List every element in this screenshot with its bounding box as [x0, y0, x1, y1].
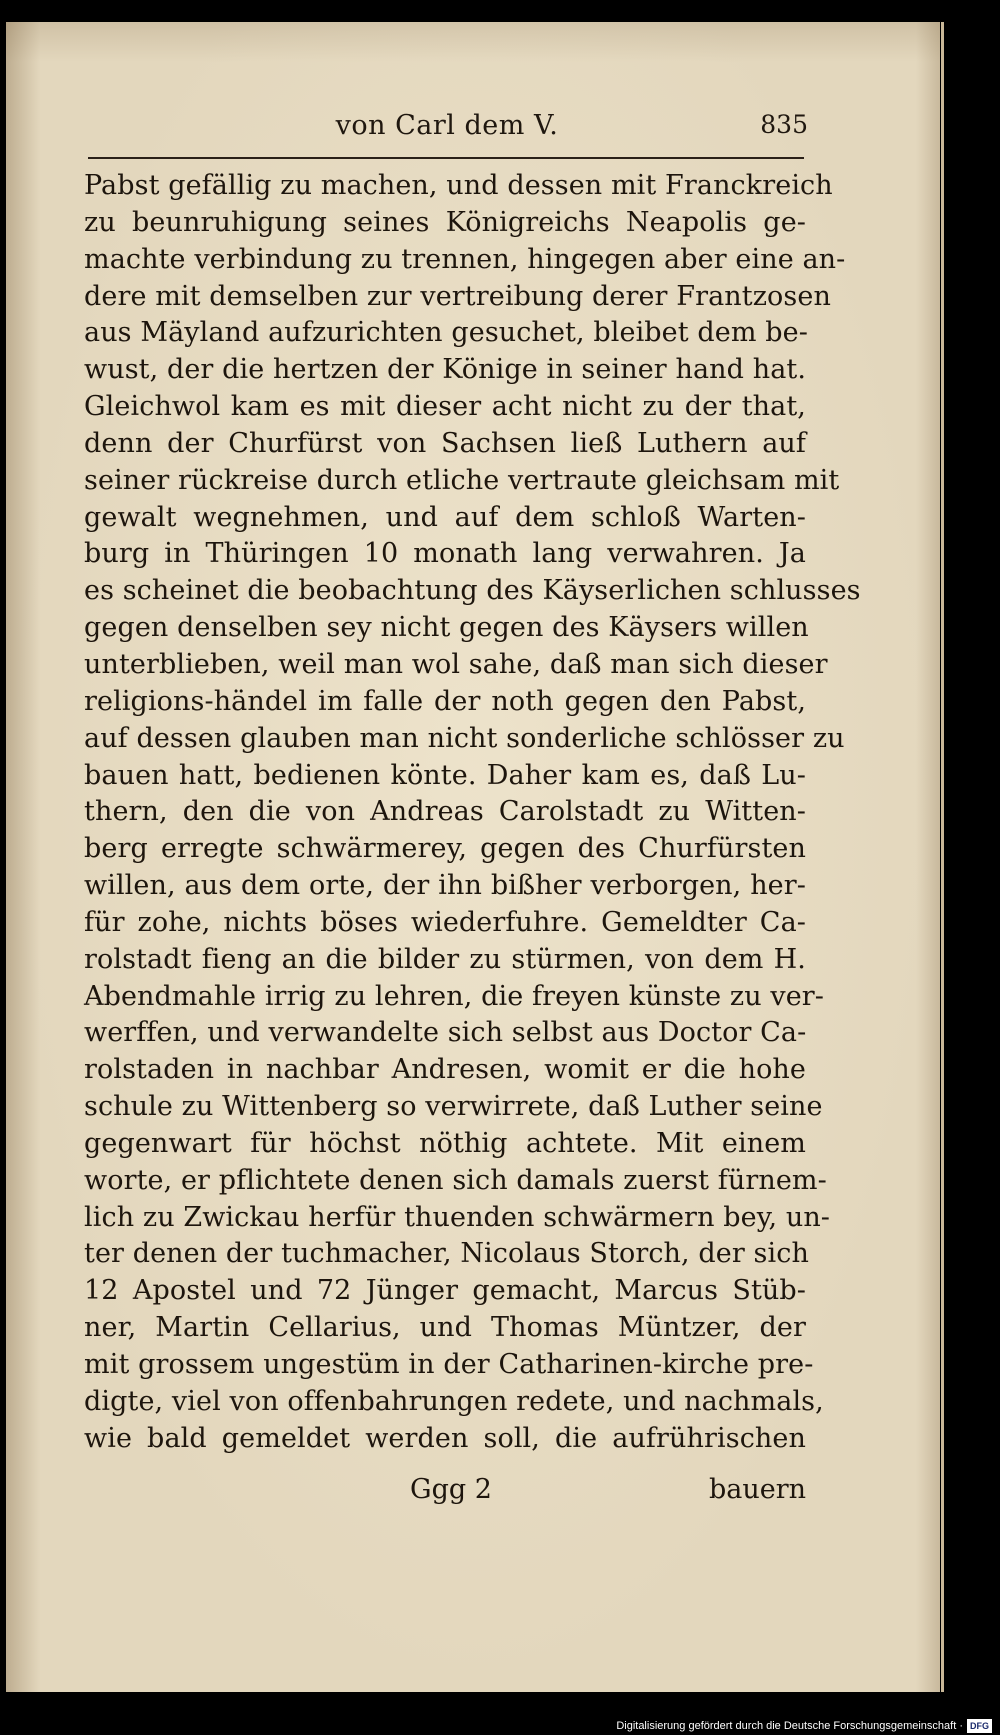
page-edge: [941, 22, 944, 1692]
text-line: denn der Churfürst von Sachsen ließ Luthern auf: [84, 427, 806, 459]
text-line: gegenwart für höchst nöthig achtete. Mit einem: [84, 1127, 806, 1159]
text-line: lich zu Zwickau herfür thuenden schwärmern bey, un-: [84, 1201, 831, 1233]
header-rule: [88, 157, 804, 159]
credit-text: Digitalisierung gefördert durch die Deutsche Forschungsgemeinschaft ·: [616, 1720, 963, 1732]
text-line: für zohe, nichts böses wiederfuhre. Gemeldter Ca-: [84, 906, 806, 938]
text-line: aus Mäyland aufzurichten gesuchet, bleibet dem be-: [84, 317, 808, 349]
signature-mark: Ggg 2: [410, 1474, 492, 1505]
page-footer: [84, 1474, 806, 1514]
catchword: bauern: [708, 1474, 806, 1505]
text-line: dere mit demselben zur vertreibung derer Frantzosen: [84, 280, 831, 312]
text-line: unterblieben, weil man wol sahe, daß man sich dieser: [84, 648, 828, 680]
text-line: ner, Martin Cellarius, und Thomas Müntzer, der: [84, 1312, 806, 1344]
text-line: willen, aus dem orte, der ihn bißher verborgen, her-: [84, 870, 806, 902]
text-line: worte, er pflichtete denen sich damals zuerst fürnem-: [84, 1164, 827, 1196]
page-number: 835: [760, 110, 808, 139]
text-line: rolstaden in nachbar Andresen, womit er die hohe: [84, 1054, 806, 1086]
text-line: seiner rückreise durch etliche vertraute gleichsam mit: [84, 464, 840, 496]
text-line: Pabst gefällig zu machen, und dessen mit Franckreich: [84, 170, 833, 201]
text-line: digte, viel von offenbahrungen redete, und nachmals,: [84, 1385, 824, 1417]
page-header: [86, 110, 808, 150]
dfg-logo: DFG: [967, 1719, 992, 1733]
text-line: burg in Thüringen 10 monath lang verwahren. Ja: [84, 538, 806, 570]
text-line: machte verbindung zu trennen, hingegen aber eine an-: [84, 243, 846, 275]
text-line: zu beunruhigung seines Königreichs Neapolis ge-: [84, 206, 806, 238]
text-line: wie bald gemeldet werden soll, die aufrührischen: [84, 1422, 806, 1454]
text-line: berg erregte schwärmerey, gegen des Churfürsten: [84, 833, 806, 865]
text-line: gewalt wegnehmen, und auf dem schloß Warten-: [84, 501, 806, 533]
text-line: Gleichwol kam es mit dieser acht nicht zu der that,: [84, 391, 806, 423]
text-line: es scheinet die beobachtung des Käyserlichen schlusses: [84, 575, 861, 607]
text-line: Abendmahle irrig zu lehren, die freyen künste zu ver-: [84, 980, 825, 1012]
text-line: gegen denselben sey nicht gegen des Käysers willen: [84, 612, 809, 644]
body-text: [84, 168, 861, 1458]
text-line: auf dessen glauben man nicht sonderliche schlösser zu: [84, 722, 845, 754]
text-line: wust, der die hertzen der Könige in seiner hand hat.: [84, 354, 807, 386]
text-line: schule zu Wittenberg so verwirrete, daß Luther seine: [84, 1091, 823, 1123]
digitization-credit: [616, 1719, 992, 1733]
text-line: werffen, und verwandelte sich selbst aus Doctor Ca-: [84, 1017, 807, 1049]
text-line: rolstadt fieng an die bilder zu stürmen, von dem H.: [84, 943, 806, 975]
running-title: von Carl dem V.: [335, 110, 559, 141]
text-line: religions-händel im falle der noth gegen den Pabst,: [84, 685, 806, 717]
text-line: mit grossem ungestüm in der Catharinen-kirche pre-: [84, 1349, 814, 1380]
text-line: ter denen der tuchmacher, Nicolaus Storch, der sich: [84, 1238, 809, 1270]
text-line: 12 Apostel und 72 Jünger gemacht, Marcus Stüb-: [84, 1275, 806, 1307]
text-line: thern, den die von Andreas Carolstadt zu Witten-: [84, 796, 806, 828]
text-line: bauen hatt, bedienen könte. Daher kam es, daß Lu-: [84, 759, 806, 791]
